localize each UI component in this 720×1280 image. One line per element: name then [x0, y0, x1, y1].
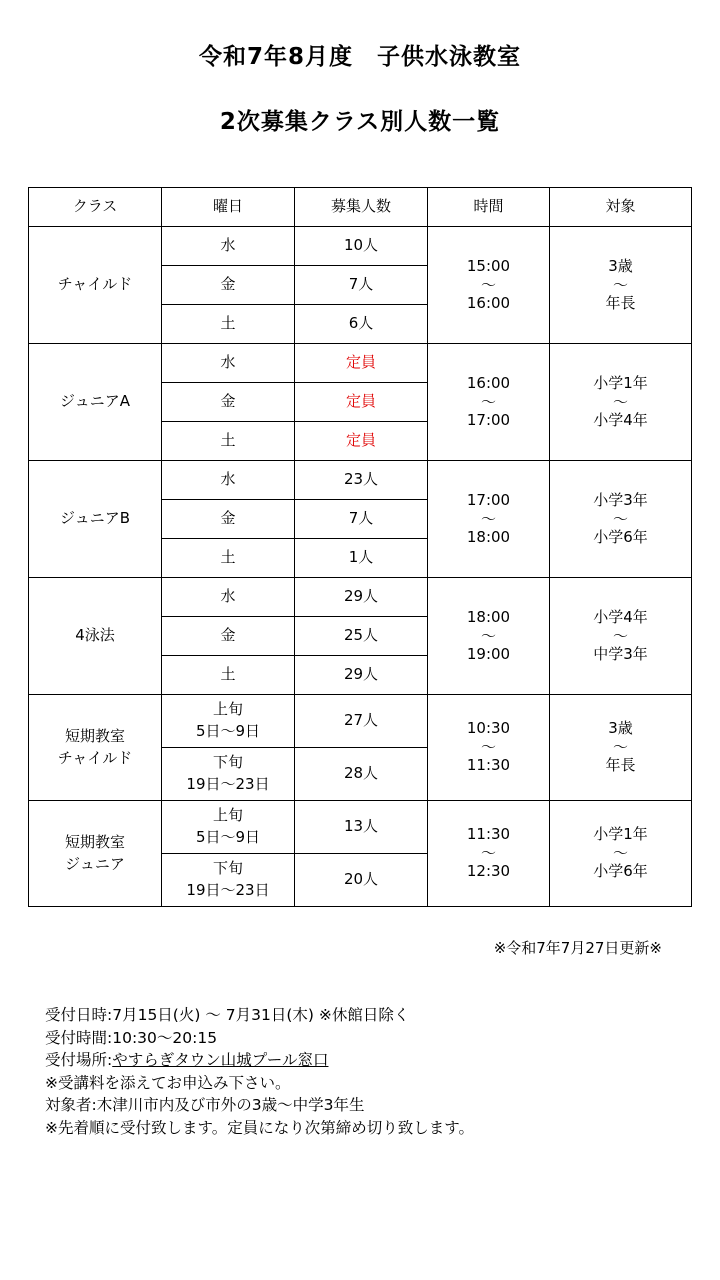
class-name-line: ジュニア	[65, 854, 125, 873]
count-cell: 27人	[295, 695, 428, 748]
tilde-mark: ～	[480, 275, 496, 294]
class-name-line: ジュニアB	[60, 509, 130, 528]
time-start: 10:30	[466, 719, 511, 738]
count-cell: 23人	[295, 461, 428, 500]
page-subtitle: 2次募集クラス別人数一覧	[219, 109, 501, 135]
day-line: 水	[220, 236, 236, 255]
day-line: 19日～23日	[186, 775, 270, 793]
notes-block	[45, 1004, 474, 1139]
table-body	[29, 227, 692, 907]
count-cell: 7人	[295, 500, 428, 539]
target-end: 年長	[605, 293, 636, 312]
time-cell	[428, 801, 550, 907]
target-cell	[550, 344, 692, 461]
day-line: 5日～9日	[195, 722, 261, 740]
day-cell	[162, 500, 295, 539]
day-cell	[162, 305, 295, 344]
class-name-line: 短期教室	[64, 726, 125, 745]
tilde-mark: ～	[612, 738, 628, 756]
header-day: 曜日	[162, 188, 295, 227]
day-line: 19日～23日	[186, 881, 270, 899]
target-start: 小学3年	[593, 490, 648, 509]
time-end: 16:00	[466, 293, 511, 312]
class-name-cell	[29, 344, 162, 461]
class-name-cell	[29, 461, 162, 578]
target-end: 小学6年	[593, 862, 648, 880]
tilde-mark: ～	[612, 626, 628, 645]
day-line: 土	[220, 431, 236, 450]
target-cell	[550, 461, 692, 578]
day-line: 金	[220, 626, 236, 645]
header-target: 対象	[550, 188, 692, 227]
page-title: 令和7年8月度 子供水泳教室	[198, 44, 521, 70]
tilde-mark: ～	[612, 509, 628, 528]
class-name-cell	[29, 695, 162, 801]
day-line: 5日～9日	[195, 828, 261, 846]
tilde-mark: ～	[612, 844, 628, 862]
count-cell: 1人	[295, 539, 428, 578]
target-start: 3歳	[608, 256, 633, 275]
class-name-cell	[29, 227, 162, 344]
day-cell	[162, 748, 295, 801]
day-line: 土	[220, 548, 236, 567]
class-name-line: 短期教室	[64, 832, 125, 851]
tilde-mark: ～	[480, 844, 496, 862]
day-cell	[162, 578, 295, 617]
class-name-line: ジュニアA	[60, 392, 130, 411]
day-cell	[162, 266, 295, 305]
day-cell	[162, 695, 295, 748]
notes-reception-place	[45, 1049, 474, 1072]
day-line: 土	[220, 314, 236, 333]
tilde-mark: ～	[612, 392, 628, 411]
target-end: 小学6年	[593, 527, 648, 546]
time-end: 12:30	[466, 862, 511, 880]
notes-place-name: やすらぎタウン山城プール窓口	[112, 1051, 329, 1069]
day-cell	[162, 383, 295, 422]
time-end: 19:00	[466, 644, 511, 663]
count-cell-full: 定員	[295, 383, 428, 422]
target-start: 3歳	[608, 719, 633, 738]
day-line: 上旬	[212, 806, 243, 825]
count-cell: 13人	[295, 801, 428, 854]
time-start: 11:30	[466, 825, 511, 844]
notes-fee: ※受講料を添えてお申込み下さい。	[45, 1073, 291, 1092]
count-cell: 25人	[295, 617, 428, 656]
day-cell	[162, 617, 295, 656]
class-table	[28, 187, 692, 907]
target-end: 小学4年	[593, 410, 648, 429]
tilde-mark: ～	[612, 275, 628, 294]
day-line: 土	[220, 665, 236, 684]
tilde-mark: ～	[480, 626, 496, 645]
day-cell	[162, 461, 295, 500]
day-cell	[162, 344, 295, 383]
table-row	[29, 578, 692, 617]
count-cell-full: 定員	[295, 344, 428, 383]
target-cell	[550, 695, 692, 801]
update-note: ※令和7年7月27日更新※	[493, 939, 662, 957]
time-end: 18:00	[466, 527, 511, 546]
day-cell	[162, 539, 295, 578]
day-cell	[162, 854, 295, 907]
table-header-row	[29, 188, 692, 227]
table-row	[29, 227, 692, 266]
count-cell: 20人	[295, 854, 428, 907]
notes-place-label: 受付場所:	[45, 1051, 113, 1069]
class-name-line: 4泳法	[75, 626, 115, 645]
time-start: 15:00	[466, 256, 511, 275]
count-cell-full: 定員	[295, 422, 428, 461]
target-start: 小学1年	[593, 373, 648, 392]
day-line: 金	[220, 275, 236, 294]
day-line: 水	[220, 353, 236, 372]
target-cell	[550, 801, 692, 907]
time-end: 17:00	[466, 410, 511, 429]
time-start: 16:00	[466, 373, 511, 392]
day-line: 上旬	[212, 700, 243, 719]
table-row	[29, 344, 692, 383]
class-name-cell	[29, 578, 162, 695]
count-cell: 28人	[295, 748, 428, 801]
time-end: 11:30	[466, 756, 511, 774]
day-line: 金	[220, 509, 236, 528]
time-start: 17:00	[466, 490, 511, 509]
day-line: 下旬	[212, 753, 243, 772]
day-line: 水	[220, 587, 236, 606]
day-line: 水	[220, 470, 236, 489]
time-cell	[428, 344, 550, 461]
target-cell	[550, 227, 692, 344]
count-cell: 6人	[295, 305, 428, 344]
target-end: 中学3年	[593, 644, 648, 663]
day-line: 金	[220, 392, 236, 411]
count-cell: 29人	[295, 656, 428, 695]
time-cell	[428, 461, 550, 578]
table-row	[29, 461, 692, 500]
tilde-mark: ～	[480, 509, 496, 528]
count-cell: 7人	[295, 266, 428, 305]
target-end: 年長	[605, 756, 636, 774]
tilde-mark: ～	[480, 392, 496, 411]
day-cell	[162, 227, 295, 266]
time-cell	[428, 227, 550, 344]
header-time: 時間	[428, 188, 550, 227]
class-name-line: チャイルド	[57, 748, 133, 767]
time-cell	[428, 578, 550, 695]
day-line: 下旬	[212, 859, 243, 878]
class-name-line: チャイルド	[57, 275, 133, 294]
notes-reception-dates: 受付日時:7月15日(火) ～ 7月31日(木) ※休館日除く	[45, 1006, 410, 1024]
time-cell	[428, 695, 550, 801]
target-start: 小学4年	[593, 607, 648, 626]
day-cell	[162, 801, 295, 854]
target-start: 小学1年	[593, 825, 648, 844]
notes-first-come: ※先着順に受付致します。定員になり次第締め切り致します。	[45, 1118, 475, 1137]
count-cell: 29人	[295, 578, 428, 617]
class-name-cell	[29, 801, 162, 907]
notes-reception-hours: 受付時間:10:30～20:15	[45, 1028, 218, 1047]
notes-eligibility: 対象者:木津川市内及び市外の3歳～中学3年生	[45, 1096, 365, 1114]
time-start: 18:00	[466, 607, 511, 626]
header-count: 募集人数	[295, 188, 428, 227]
table-row	[29, 801, 692, 854]
table-row	[29, 695, 692, 748]
day-cell	[162, 656, 295, 695]
tilde-mark: ～	[480, 738, 496, 756]
day-cell	[162, 422, 295, 461]
header-class: クラス	[29, 188, 162, 227]
target-cell	[550, 578, 692, 695]
count-cell: 10人	[295, 227, 428, 266]
